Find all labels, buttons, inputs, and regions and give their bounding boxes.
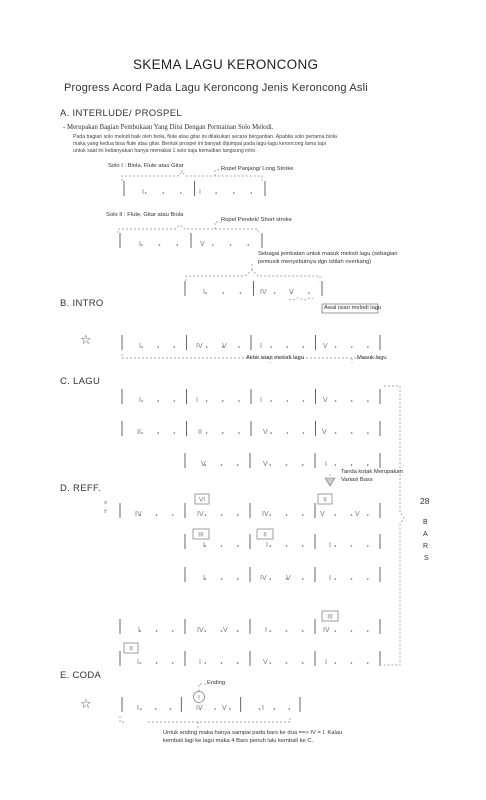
chord-symbol: IV (260, 575, 267, 582)
beat-dot (214, 708, 216, 710)
bar-row (185, 281, 322, 296)
beat-dot (270, 346, 272, 348)
beat-dot (308, 292, 310, 294)
chord-symbol: II (198, 429, 202, 436)
beat-dot (269, 464, 271, 466)
bass-variation-box (257, 529, 273, 539)
chord-symbol: I (138, 627, 140, 634)
lagu-reff-brace (384, 386, 404, 665)
beat-dot (335, 432, 337, 434)
bar-row (120, 651, 380, 666)
bass-variation-boxes (124, 494, 338, 653)
beat-dot (212, 244, 214, 246)
interlude-intro-line: - Merupakan Bagian Pembukaan Yang Diisi Dengan Permainan Solo Melodi. (63, 124, 274, 131)
beat-dot (270, 400, 272, 402)
beat-dot (172, 514, 174, 516)
chord-symbol: V (223, 627, 228, 634)
bar-row (122, 389, 380, 404)
beat-dot (303, 432, 305, 434)
beat-dot (157, 432, 159, 434)
beat-dot (351, 464, 353, 466)
beat-dot (157, 346, 159, 348)
beat-dot (174, 346, 176, 348)
beat-dot (367, 662, 369, 664)
bars-letter-b: B (423, 519, 428, 526)
beat-dot (139, 662, 141, 664)
bars-letter-a: A (423, 531, 428, 538)
chord-symbol: I (203, 542, 205, 549)
chord-symbol: V (222, 705, 227, 712)
beat-dot (334, 578, 336, 580)
beat-dot (286, 432, 288, 434)
beat-dot (230, 244, 232, 246)
beat-dot (172, 630, 174, 632)
beat-dot (334, 514, 336, 516)
coda-footer-line-1: Untuk ending maka hanya sampai pada bars ke dua ==> IV = I. Kalau (163, 730, 343, 736)
beat-dot (302, 662, 304, 664)
chord-symbol: V (263, 429, 268, 436)
section-e-heading: E. CODA (60, 670, 102, 681)
ropel-short-label: Ropel Pendek/ Short stroke (221, 217, 292, 223)
beat-dot (367, 514, 369, 516)
akhir-isian-label: Akhir isian melodi lagu (246, 355, 304, 361)
beat-dot (174, 400, 176, 402)
beat-dot (286, 630, 288, 632)
beat-dot (269, 545, 271, 547)
beat-dot (351, 630, 353, 632)
beat-dot (367, 464, 369, 466)
chord-symbol: IV (196, 705, 203, 712)
ending-chord: I (198, 694, 200, 702)
chord-symbol: V (289, 289, 294, 296)
beat-dot (286, 545, 288, 547)
beat-dot (237, 578, 239, 580)
chord-symbol: V (263, 659, 268, 666)
beat-dot (140, 708, 142, 710)
beat-dot (237, 464, 239, 466)
chord-symbol: V (222, 343, 227, 350)
beat-dot (302, 578, 304, 580)
chord-symbol: IV (135, 511, 142, 518)
beat-dot (205, 292, 207, 294)
beat-dot (259, 708, 261, 710)
beat-dot (237, 662, 239, 664)
beat-dot (286, 346, 288, 348)
beat-dot (367, 545, 369, 547)
coda-brackets (120, 684, 290, 730)
bar-row (185, 531, 380, 549)
beat-dot (240, 292, 242, 294)
beat-dot (206, 432, 208, 434)
beat-dot (286, 662, 288, 664)
chord-symbol: IV (197, 511, 204, 518)
beat-dot (157, 400, 159, 402)
chord-symbol: IV (196, 343, 203, 350)
beat-dot (159, 244, 161, 246)
masuk-lagu-label: Masuk lagu (357, 355, 387, 361)
beat-dot (176, 244, 178, 246)
beat-dot (222, 432, 224, 434)
chord-symbol: IV (323, 627, 330, 634)
variation-chord: III (327, 613, 333, 621)
beat-dot (351, 578, 353, 580)
beat-dot (141, 346, 143, 348)
chord-symbol: I (142, 189, 144, 196)
beat-dot (302, 630, 304, 632)
beat-dot (351, 545, 353, 547)
chord-symbol: I (260, 397, 262, 404)
beat-dot (141, 244, 143, 246)
beat-dot (367, 630, 369, 632)
chord-symbol: I (196, 397, 198, 404)
chord-symbol: I (139, 241, 141, 248)
beat-dot (156, 514, 158, 516)
bass-variation-box (193, 529, 209, 539)
solo-2-label: Solo II : Flute, Gitar atau Biola (106, 212, 184, 218)
beat-dot (274, 708, 276, 710)
beat-dot (206, 346, 208, 348)
interlude-brackets (118, 168, 320, 300)
beat-dot (215, 192, 217, 194)
chord-symbol: V (263, 461, 268, 468)
marker-y: y (104, 508, 107, 514)
beat-dot (303, 346, 305, 348)
beat-dot (270, 432, 272, 434)
bar-row (185, 567, 380, 582)
beat-dot (351, 514, 353, 516)
beat-dot (238, 400, 240, 402)
beat-dot (237, 630, 239, 632)
bars-count: 28 (420, 496, 430, 506)
beat-dot (229, 708, 231, 710)
beat-dot (204, 630, 206, 632)
chord-symbol: V (201, 461, 206, 468)
beat-dot (286, 464, 288, 466)
page-title: SKEMA LAGU KERONCONG (133, 57, 319, 72)
beat-dot (302, 545, 304, 547)
beat-dot (351, 662, 353, 664)
beat-dot (221, 514, 223, 516)
beat-dot (286, 514, 288, 516)
beat-dot (221, 545, 223, 547)
tanda-arrow (325, 474, 335, 486)
coda-footer-line-2: kembali lagi ke lagu maka 4 Bars penuh lalu kembali ke C. (163, 738, 314, 744)
page-subtitle: Progress Acord Pada Lagu Keroncong Jenis Keroncong Asli (64, 82, 368, 94)
beat-dot (351, 346, 353, 348)
beat-dot (269, 630, 271, 632)
beat-dot (302, 514, 304, 516)
beat-dot (334, 545, 336, 547)
beat-dot (170, 708, 172, 710)
beat-dot (334, 630, 336, 632)
beat-dot (221, 662, 223, 664)
chord-symbol: I (199, 189, 201, 196)
beat-dot (334, 662, 336, 664)
beat-dot (302, 464, 304, 466)
bar-row (124, 181, 265, 196)
bass-variation-box (322, 611, 338, 621)
marker-x: x (104, 500, 107, 506)
variation-chord: VI (198, 496, 206, 504)
bars-letter-s: S (424, 555, 429, 562)
chord-symbol: V (286, 575, 291, 582)
bar-row (122, 335, 380, 350)
beat-dot (274, 292, 276, 294)
variation-chord: II (263, 531, 267, 539)
chord-symbol: V (320, 511, 325, 518)
chord-symbol: I (139, 343, 141, 350)
beat-dot (269, 514, 271, 516)
tanda-kotak-line-1: Tanda kotak Merupakan (341, 469, 403, 475)
ending-label: Ending (207, 680, 226, 686)
beat-dot (269, 662, 271, 664)
chord-symbol: I (262, 705, 264, 712)
beat-dot (141, 432, 143, 434)
beat-dot (156, 630, 158, 632)
beat-dot (206, 400, 208, 402)
beat-dot (351, 432, 353, 434)
awal-isian-label: Awal isian melodi lagu (324, 305, 382, 311)
beat-dot (237, 514, 239, 516)
beat-dot (162, 192, 164, 194)
beat-dot (221, 464, 223, 466)
beat-dot (156, 662, 158, 664)
variation-chord: II (129, 645, 133, 653)
beat-dot (334, 464, 336, 466)
chord-symbol: I (203, 289, 205, 296)
chord-symbol: I (266, 542, 268, 549)
beat-dot (335, 346, 337, 348)
beat-dot (247, 244, 249, 246)
beat-dot (222, 400, 224, 402)
beat-dot (367, 346, 369, 348)
chord-symbol: IV (260, 289, 267, 296)
ropel-long-label: Ropel Panjang/ Long Stroke (221, 166, 294, 172)
segno-symbol-intro: ☆ (80, 333, 92, 348)
beat-dot (367, 578, 369, 580)
chord-symbol: V (200, 241, 205, 248)
variation-chord: III (198, 531, 204, 539)
chord-symbol: IV (197, 627, 204, 634)
beat-dot (269, 578, 271, 580)
beat-dot (204, 514, 206, 516)
beat-dot (335, 400, 337, 402)
chord-symbol: I (199, 659, 201, 666)
chord-symbol: I (139, 397, 141, 404)
chord-symbol: V (323, 343, 328, 350)
bass-variation-box (195, 494, 209, 504)
beat-dot (303, 400, 305, 402)
bridge-note-line-1: Sebagai jembatan untuk masuk melodi lagu (sebagian (258, 251, 398, 257)
beat-dot (367, 400, 369, 402)
bass-variation-box (124, 643, 138, 653)
chord-symbol: I (203, 575, 205, 582)
beat-dot (221, 578, 223, 580)
bar-row (185, 453, 380, 468)
chord-symbol: I (329, 542, 331, 549)
chord-symbol: I (325, 659, 327, 666)
beat-dot (204, 662, 206, 664)
beat-dot (174, 432, 176, 434)
section-d-heading: D. REFF. (60, 483, 101, 494)
chord-symbol: I (325, 461, 327, 468)
chord-symbol: I (329, 575, 331, 582)
beat-dot (141, 400, 143, 402)
chord-symbol: I (137, 705, 139, 712)
beat-dot (233, 192, 235, 194)
section-b-heading: B. INTRO (60, 298, 104, 309)
beat-dot (222, 292, 224, 294)
beat-dot (155, 708, 157, 710)
interlude-note-line-3: untuk saat ini kebanyakan hanya memakai 1 solo saja kemudian langsung intro. (73, 148, 257, 154)
chord-symbol: I (137, 659, 139, 666)
beat-dot (286, 400, 288, 402)
bar-row (120, 619, 380, 634)
bar-row (120, 233, 262, 248)
chord-symbol: II (137, 429, 141, 436)
chord-symbol: V (322, 429, 327, 436)
beat-dot (351, 400, 353, 402)
bar-row (122, 694, 300, 712)
bars-letter-r: R (423, 543, 429, 550)
chord-symbol: I (260, 343, 262, 350)
interlude-note-line-1: Pada bagian solo melodi baik oleh biola, flute atau gitar ini dilakukan secara bergantian. Apabila solo pertama biola (73, 134, 337, 140)
section-c-heading: C. LAGU (60, 376, 101, 387)
bass-variation-box (318, 494, 332, 504)
beat-dot (145, 192, 147, 194)
chord-symbol: IV (262, 511, 269, 518)
chord-symbol: V (323, 397, 328, 404)
beat-dot (238, 432, 240, 434)
solo-1-label: Solo I : Biola, Flute atau Gitar (108, 163, 184, 169)
beat-dot (367, 432, 369, 434)
bar-row (120, 503, 380, 518)
beat-dot (237, 545, 239, 547)
beat-dot (238, 346, 240, 348)
section-a-heading: A. INTERLUDE/ PROSPEL (60, 108, 182, 119)
bridge-note-line-2: pemusik menyebutnya dgn istilah overkang) (258, 259, 372, 265)
chord-symbol: V (355, 511, 360, 518)
interlude-note-line-2: maka yang kedua bisa flute atau gitar. Bentuk prospel ini banyak dijumpai pada lagu-lagu keroncong lama tapi (73, 141, 326, 147)
beat-dot (180, 192, 182, 194)
beat-dot (172, 662, 174, 664)
segno-symbol-coda: ☆ (80, 697, 92, 712)
variation-chord: II (323, 496, 327, 504)
beat-dot (251, 192, 253, 194)
beat-dot (288, 708, 290, 710)
chord-symbol: I (265, 627, 267, 634)
bar-row (122, 421, 380, 436)
tanda-kotak-line-2: Variasi Bass (341, 477, 373, 483)
